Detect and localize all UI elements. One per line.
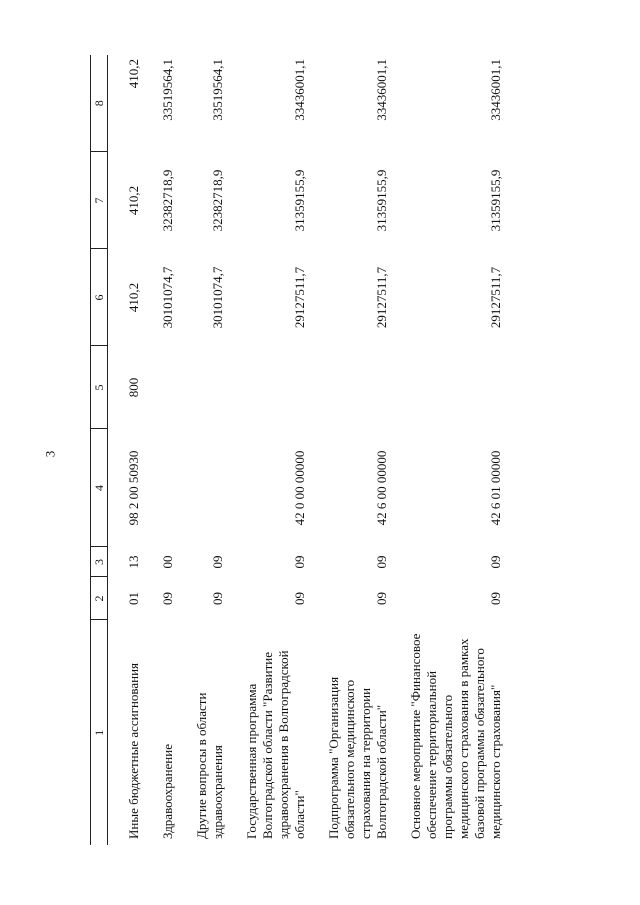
column-header: 2 — [91, 577, 108, 620]
cell-c5 — [226, 346, 308, 429]
cell-c5 — [142, 346, 176, 429]
column-header: 5 — [91, 346, 108, 429]
cell-c4: 42 0 00 00000 — [292, 450, 307, 526]
cell-c5: 800 — [126, 377, 141, 398]
cell-c8: 33519564,1 — [160, 59, 175, 121]
column-header: 6 — [91, 249, 108, 346]
cell-c3: 09 — [374, 555, 389, 569]
row-name: Здравоохранение — [160, 744, 175, 839]
cell-c3: 09 — [292, 555, 307, 569]
cell-c4 — [142, 429, 176, 547]
cell-c5 — [176, 346, 226, 429]
cell-c6: 29127511,7 — [292, 266, 307, 329]
cell-c7: 32382718,9 — [210, 169, 225, 232]
table-row — [176, 55, 226, 845]
row-name: Основное мероприятие "Финансовое обеспечение территориальной программы обязательного медицинского страхования в рамках базовой программы обязательного медицинского страхования" — [408, 633, 503, 839]
cell-c6: 30101074,7 — [160, 266, 175, 329]
cell-c3: 09 — [488, 555, 503, 569]
column-header: 3 — [91, 547, 108, 577]
cell-c8: 33436001,1 — [292, 59, 307, 121]
cell-c3: 00 — [160, 555, 175, 569]
cell-c2: 01 — [126, 592, 141, 605]
table-row — [226, 55, 308, 845]
cell-c2: 09 — [160, 592, 175, 605]
cell-c7: 31359155,9 — [292, 169, 307, 232]
cell-c6: 410,2 — [126, 282, 141, 313]
column-header: 7 — [91, 152, 108, 249]
cell-c8: 410,2 — [126, 59, 141, 89]
table-row — [308, 55, 390, 845]
table-row — [108, 55, 143, 845]
row-name: Подпрограмма "Организация обязательного медицинского страхования на территории Волгоградской области" — [326, 676, 389, 839]
cell-c3: 13 — [126, 555, 141, 569]
table-row — [390, 55, 504, 845]
cell-c7: 31359155,9 — [374, 169, 389, 232]
cell-c5 — [390, 346, 504, 429]
table-row — [142, 55, 176, 845]
cell-c4 — [176, 429, 226, 547]
cell-c8: 33519564,1 — [210, 59, 225, 121]
cell-c7: 32382718,9 — [160, 169, 175, 232]
cell-c2: 09 — [374, 592, 389, 605]
table-header — [91, 55, 108, 845]
row-name: Другие вопросы в области здравоохранения — [194, 692, 225, 839]
cell-c6: 29127511,7 — [374, 266, 389, 329]
cell-c3: 09 — [210, 555, 225, 569]
row-name: Иные бюджетные ассигнования — [126, 662, 141, 839]
column-header: 4 — [91, 429, 108, 547]
budget-table-rotated — [90, 55, 610, 845]
cell-c7: 31359155,9 — [488, 169, 503, 232]
column-header: 8 — [91, 55, 108, 152]
cell-c6: 30101074,7 — [210, 266, 225, 329]
cell-c6: 29127511,7 — [488, 266, 503, 329]
cell-c4: 98 2 00 50930 — [126, 450, 141, 526]
row-name: Государственная программа Волгоградской области "Развитие здравоохранения в Волгоградской области" — [244, 650, 307, 839]
column-header: 1 — [91, 620, 108, 845]
page-number: 3 — [42, 450, 58, 458]
cell-c7: 410,2 — [126, 185, 141, 216]
cell-c4: 42 6 00 00000 — [374, 450, 389, 526]
cell-c8: 33436001,1 — [374, 59, 389, 121]
cell-c2: 09 — [210, 592, 225, 605]
cell-c2: 09 — [292, 592, 307, 605]
cell-c2: 09 — [488, 592, 503, 605]
cell-c8: 33436001,1 — [488, 59, 503, 121]
cell-c4: 42 6 01 00000 — [488, 450, 503, 526]
cell-c5 — [308, 346, 390, 429]
budget-table — [90, 55, 504, 845]
table-body — [108, 55, 505, 845]
